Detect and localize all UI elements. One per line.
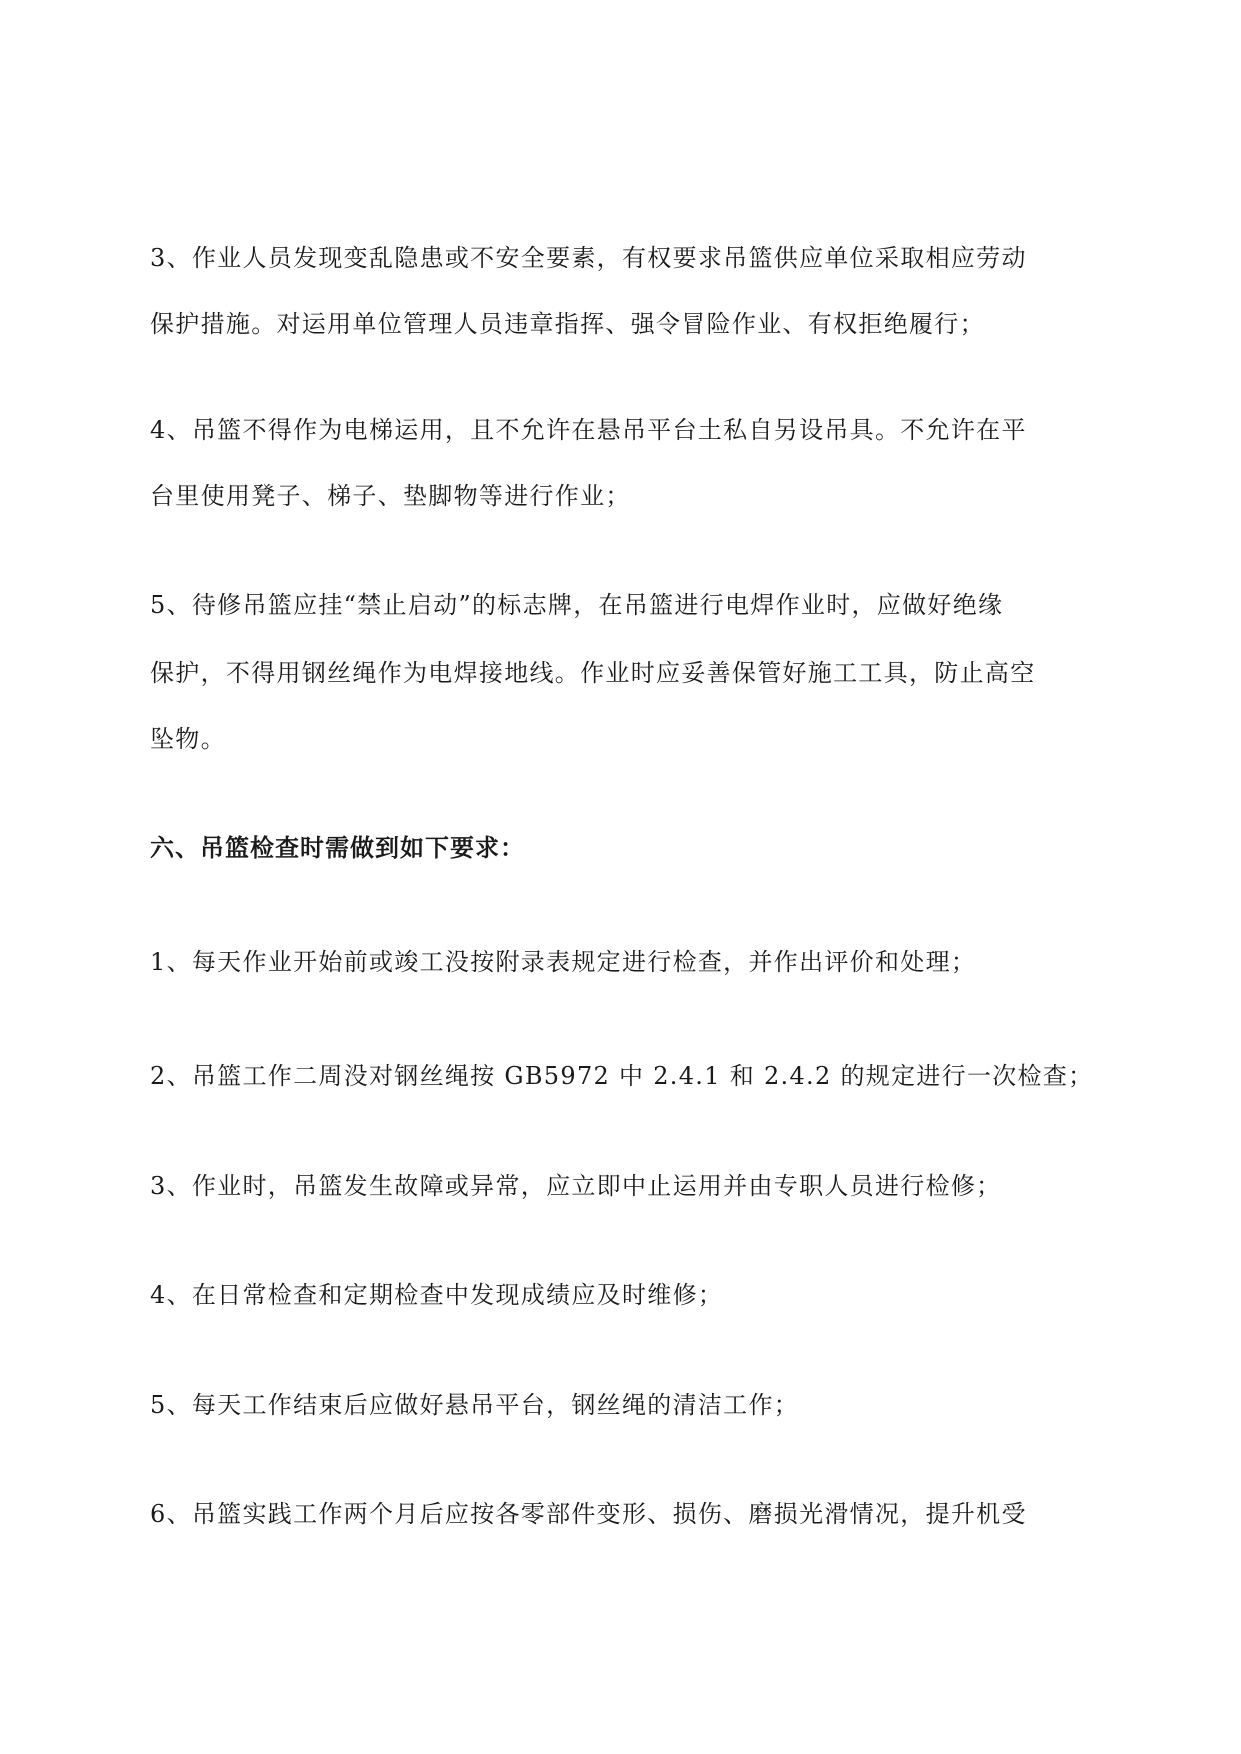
list-item-1: 1、每天作业开始前或竣工没按附录表规定进行检查，并作出评价和处理； [150, 948, 977, 976]
paragraph-3-line-2: 保护措施。对运用单位管理人员违章指挥、强令冒险作业、有权拒绝履行； [150, 310, 985, 338]
list-item-2: 2、吊篮工作二周没对钢丝绳按 GB5972 中 2.4.1 和 2.4.2 的规定进行一次检查； [150, 1062, 1094, 1090]
paragraph-3-line-1: 3、作业人员发现变乱隐患或不安全要素，有权要求吊篮供应单位采取相应劳动 [150, 244, 1027, 272]
section-heading: 六、吊篮检查时需做到如下要求： [150, 834, 525, 862]
paragraph-5-line-1: 5、待修吊篮应挂“禁止启动”的标志牌，在吊篮进行电焊作业时，应做好绝缘 [150, 591, 1004, 619]
paragraph-4-line-1: 4、吊篮不得作为电梯运用，且不允许在悬吊平台土私自另设吊具。不允许在平 [150, 416, 1027, 444]
list-item-4: 4、在日常检查和定期检查中发现成绩应及时维修； [150, 1281, 724, 1309]
paragraph-5-line-2: 保护，不得用钢丝绳作为电焊接地线。作业时应妥善保管好施工工具，防止高空 [150, 659, 1036, 687]
list-item-6: 6、吊篮实践工作两个月后应按各零部件变形、损伤、磨损光滑情况，提升机受 [150, 1500, 1027, 1528]
list-item-3: 3、作业时，吊篮发生故障或异常，应立即中止运用并由专职人员进行检修； [150, 1172, 1002, 1200]
list-item-5: 5、每天工作结束后应做好悬吊平台，钢丝绳的清洁工作； [150, 1391, 800, 1419]
paragraph-5-line-3: 坠物。 [150, 725, 226, 753]
paragraph-4-line-2: 台里使用凳子、梯子、垫脚物等进行作业； [150, 482, 631, 510]
